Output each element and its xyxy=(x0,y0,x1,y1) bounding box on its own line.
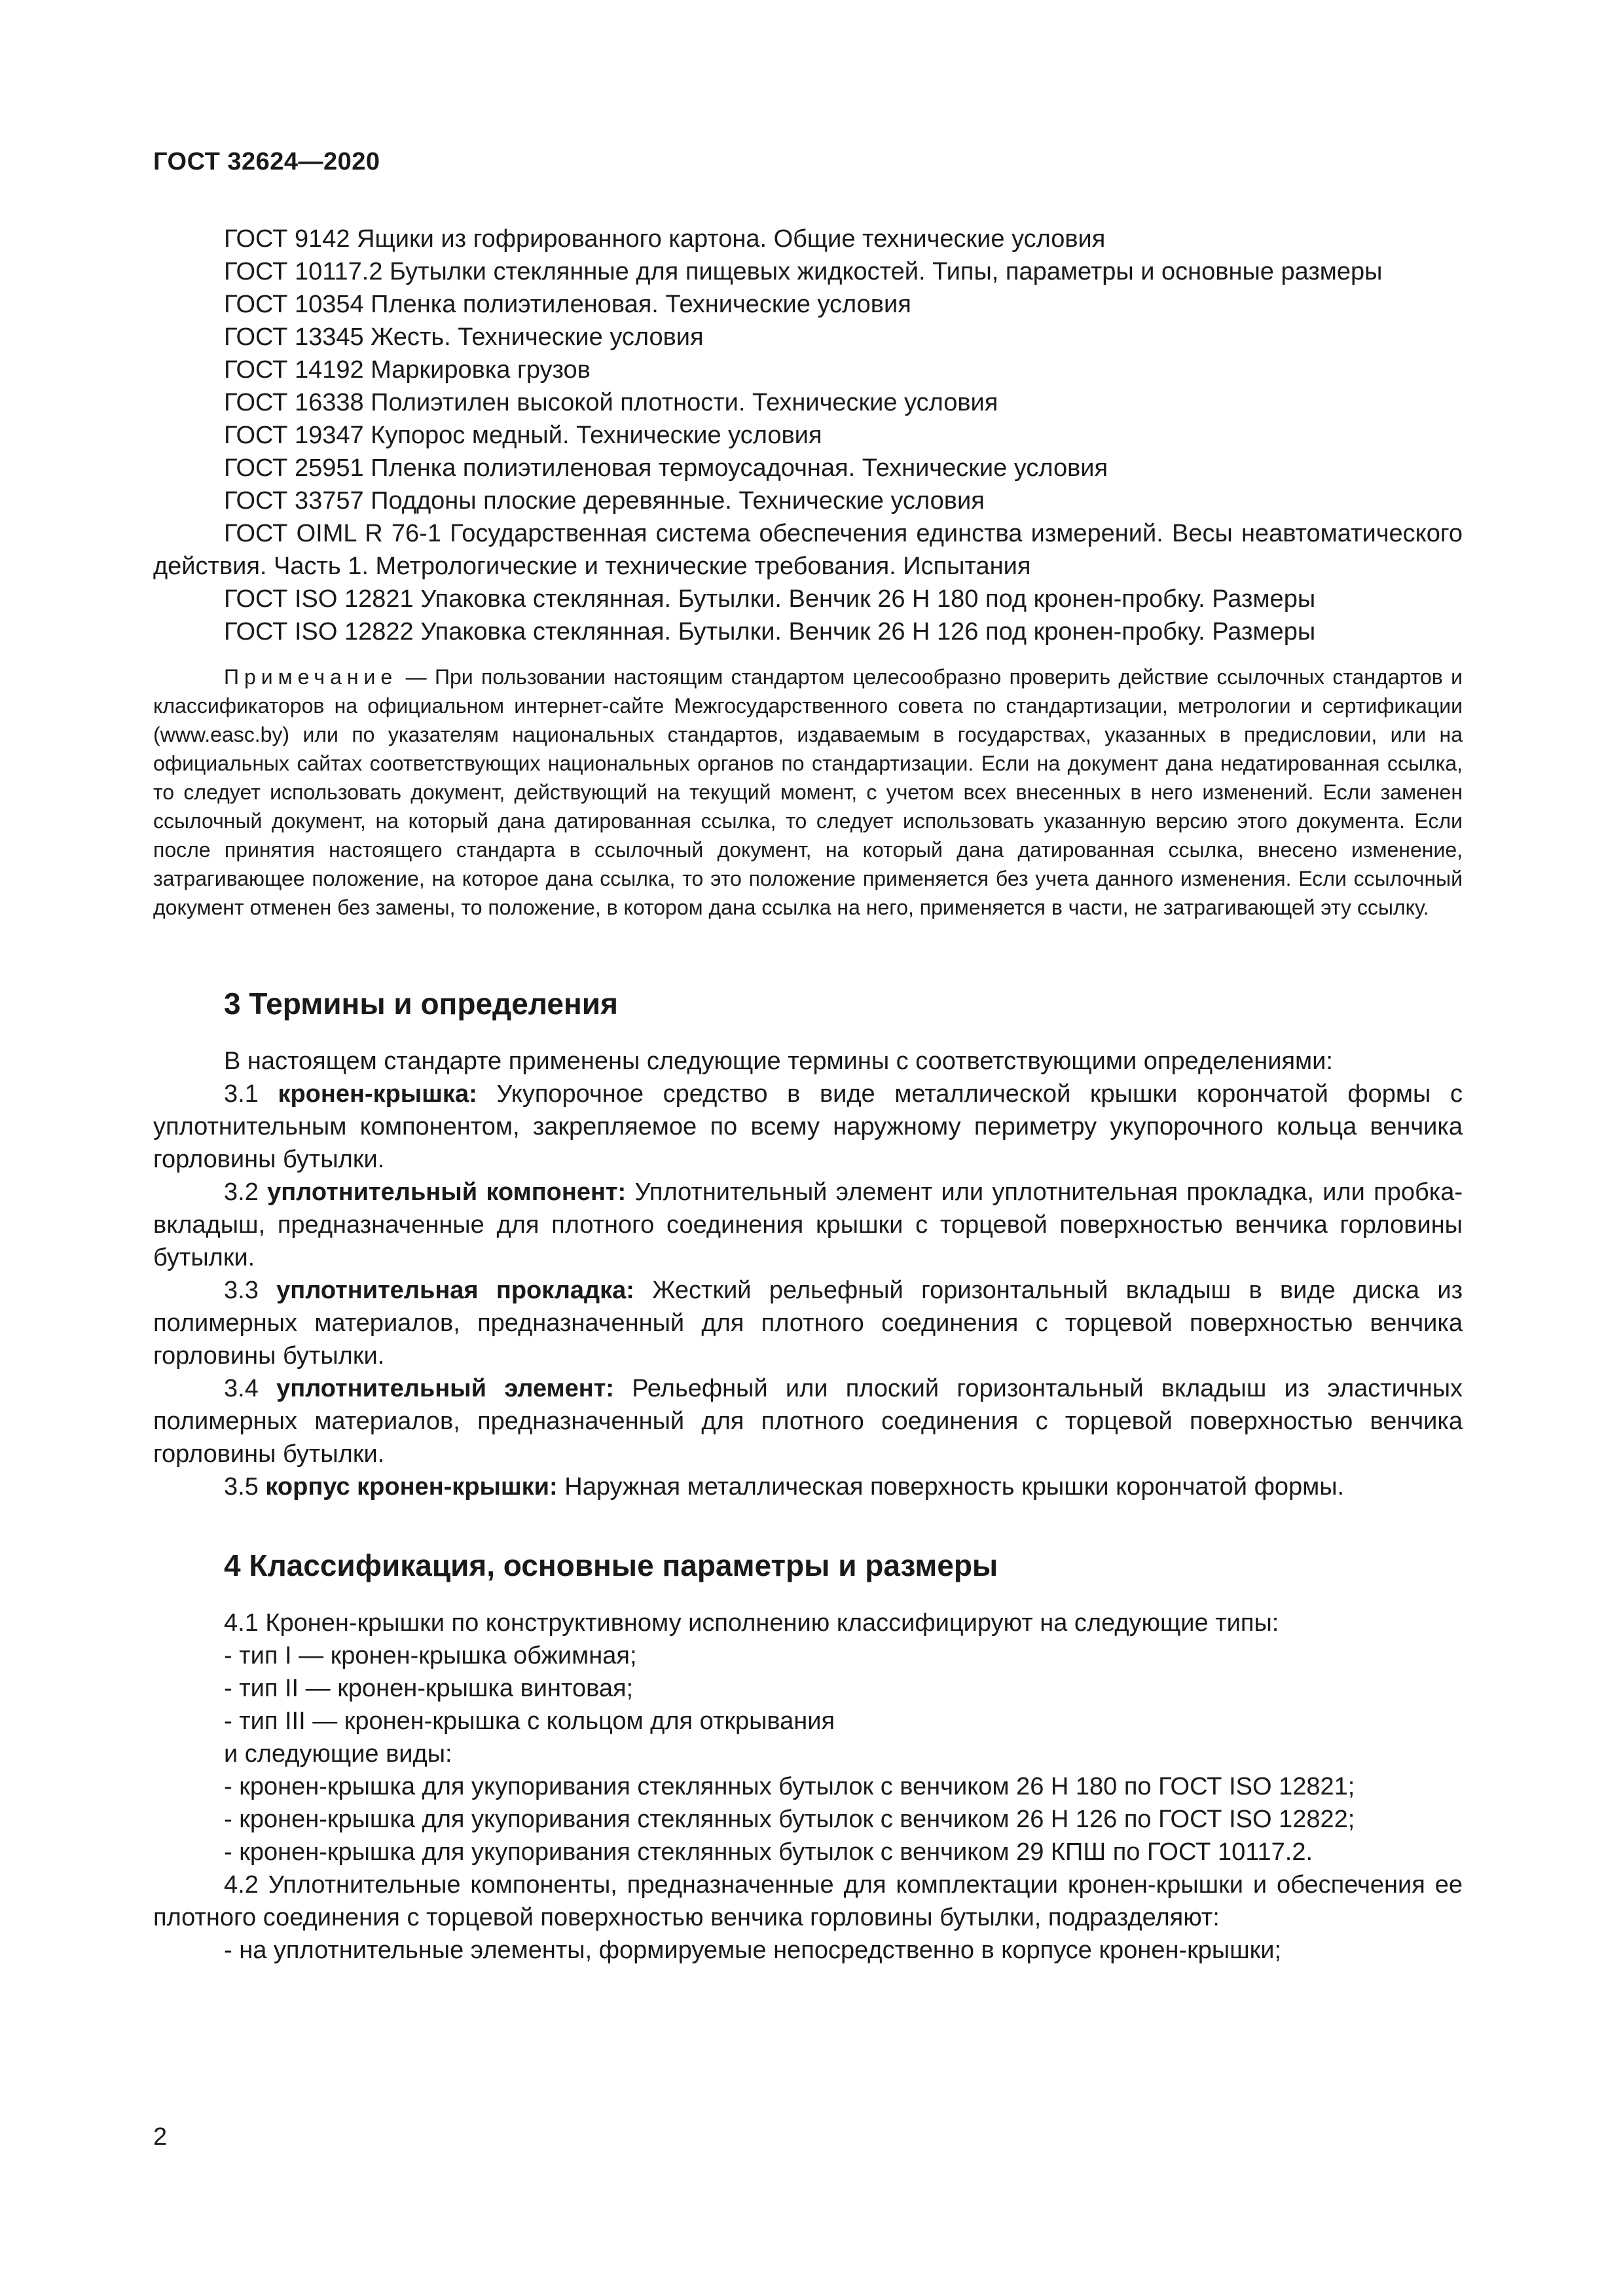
term-name: уплотнительная прокладка: xyxy=(276,1277,634,1304)
term-text: Уплотнительный элемент или уплотнительная прокладка, или пробка-вкладыш, предназначенные для плотного соединения крышки с торцевой поверхностью венчика горловины бутылки. xyxy=(153,1178,1463,1271)
clause-4-2: 4.2 Уплотнительные компоненты, предназначенные для комплектации кронен-крышки и обеспечения ее плотного соединения с торцевой поверхностью венчика горловины бутылки, подразделяют: xyxy=(153,1871,1463,1931)
reference-item: ГОСТ 13345 Жесть. Технические условия xyxy=(224,323,704,351)
term-text: Рельефный или плоский горизонтальный вкладыш из эластичных полимерных материалов, предназначенный для плотного соединения с торцевой поверхностью венчика горловины бутылки. xyxy=(153,1375,1463,1468)
term-text: Укупорочное средство в виде металлической крышки корончатой формы с уплотнительным компонентом, закрепляемое по всему наружному периметру укупорочного кольца венчика горловины бутылки. xyxy=(153,1080,1463,1173)
section-3-title: 3 Термины и определения xyxy=(224,987,618,1021)
reference-item: ГОСТ 9142 Ящики из гофрированного картона. Общие технические условия xyxy=(224,225,1106,253)
term-number: 3.4 xyxy=(224,1375,259,1402)
term-name: корпус кронен-крышки: xyxy=(265,1473,558,1501)
term-definition xyxy=(153,1470,1463,1503)
reference-item: ГОСТ 16338 Полиэтилен высокой плотности. Технические условия xyxy=(224,389,998,416)
note-text: — При пользовании настоящим стандартом целесообразно проверить действие ссылочных стандартов и классификаторов на официальном интернет-сайте Межгосударственного совета по стандартизации, метрологии и сертификации (www.easc.by) или по указателям национальных стандартов, издаваемым в государствах, указанных в предисловии, или на официальных сайтах соответствующих национальных органов по стандартизации. Если на документ дана недатированная ссылка, то следует использовать документ, действующий на текущий момент, с учетом всех внесенных в него изменений. Если заменен ссылочный документ, на который дана датированная ссылка, то следует использовать указанную версию этого документа. Если после принятия настоящего стандарта в ссылочный документ, на который дана датированная ссылка, внесено изменение, затрагивающее положение, на которое дана ссылка, то это положение применяется без учета данного изменения. Если ссылочный документ отменен без замены, то положение, в котором дана ссылка на него, применяется в части, не затрагивающей эту ссылку. xyxy=(153,665,1463,919)
term-definition xyxy=(153,1372,1463,1470)
term-number: 3.3 xyxy=(224,1277,259,1304)
kind-list-item: - кронен-крышка для укупоривания стеклянных бутылок с венчиком 29 КПШ по ГОСТ 10117.2. xyxy=(224,1838,1313,1866)
note-paragraph xyxy=(153,663,1463,922)
reference-item: ГОСТ 25951 Пленка полиэтиленовая термоусадочная. Технические условия xyxy=(224,454,1108,482)
reference-item: ГОСТ ISO 12821 Упаковка стеклянная. Бутылки. Венчик 26 Н 180 под кронен-пробку. Размеры xyxy=(224,585,1316,613)
standard-code-header: ГОСТ 32624—2020 xyxy=(153,148,380,175)
type-list-item: - тип II — кронен-крышка винтовая; xyxy=(224,1675,634,1702)
type-list-item: - тип III — кронен-крышка с кольцом для открывания xyxy=(224,1707,835,1735)
normative-references-list xyxy=(153,223,1463,648)
term-name: уплотнительный компонент: xyxy=(267,1178,627,1206)
section-4-body xyxy=(153,1607,1463,1967)
section-4-title: 4 Классификация, основные параметры и размеры xyxy=(224,1548,998,1582)
page-content xyxy=(153,223,1463,1967)
term-number: 3.1 xyxy=(224,1080,259,1108)
term-name: кронен-крышка: xyxy=(278,1080,477,1108)
section-3-intro: В настоящем стандарте применены следующие термины с соответствующими определениями: xyxy=(224,1048,1333,1075)
section-3-body xyxy=(153,1045,1463,1503)
type-list-item: - тип I — кронен-крышка обжимная; xyxy=(224,1642,637,1669)
term-definition xyxy=(153,1274,1463,1372)
clause-4-1: 4.1 Кронен-крышки по конструктивному исполнению классифицируют на следующие типы: xyxy=(224,1609,1279,1637)
term-number: 3.5 xyxy=(224,1473,259,1501)
term-name: уплотнительный элемент: xyxy=(276,1375,614,1402)
seal-list-item: - на уплотнительные элементы, формируемые непосредственно в корпусе кронен-крышки; xyxy=(224,1937,1282,1964)
reference-item: ГОСТ 33757 Поддоны плоские деревянные. Технические условия xyxy=(224,487,985,515)
reference-item: ГОСТ 19347 Купорос медный. Технические условия xyxy=(224,422,822,449)
kinds-intro: и следующие виды: xyxy=(224,1740,452,1768)
term-text: Жесткий рельефный горизонтальный вкладыш в виде диска из полимерных материалов, предназначенный для плотного соединения с торцевой поверхностью венчика горловины бутылки. xyxy=(153,1277,1463,1370)
reference-item: ГОСТ 14192 Маркировка грузов xyxy=(224,356,591,384)
note-label: Примечание xyxy=(224,665,398,689)
reference-item: ГОСТ OIML R 76-1 Государственная система обеспечения единства измерений. Весы неавтоматического действия. Часть 1. Метрологические и технические требования. Испытания xyxy=(153,520,1463,580)
term-definition xyxy=(153,1176,1463,1274)
reference-item: ГОСТ 10354 Пленка полиэтиленовая. Технические условия xyxy=(224,291,911,318)
term-text: Наружная металлическая поверхность крышки корончатой формы. xyxy=(564,1473,1345,1501)
term-definition xyxy=(153,1078,1463,1176)
reference-item: ГОСТ ISO 12822 Упаковка стеклянная. Бутылки. Венчик 26 Н 126 под кронен-пробку. Размеры xyxy=(224,618,1316,646)
page-number: 2 xyxy=(153,2123,168,2151)
kind-list-item: - кронен-крышка для укупоривания стеклянных бутылок с венчиком 26 Н 126 по ГОСТ ISO 12822; xyxy=(224,1806,1355,1833)
term-number: 3.2 xyxy=(224,1178,259,1206)
reference-item: ГОСТ 10117.2 Бутылки стеклянные для пищевых жидкостей. Типы, параметры и основные размеры xyxy=(224,258,1383,285)
kind-list-item: - кронен-крышка для укупоривания стеклянных бутылок с венчиком 26 Н 180 по ГОСТ ISO 12821; xyxy=(224,1773,1355,1800)
